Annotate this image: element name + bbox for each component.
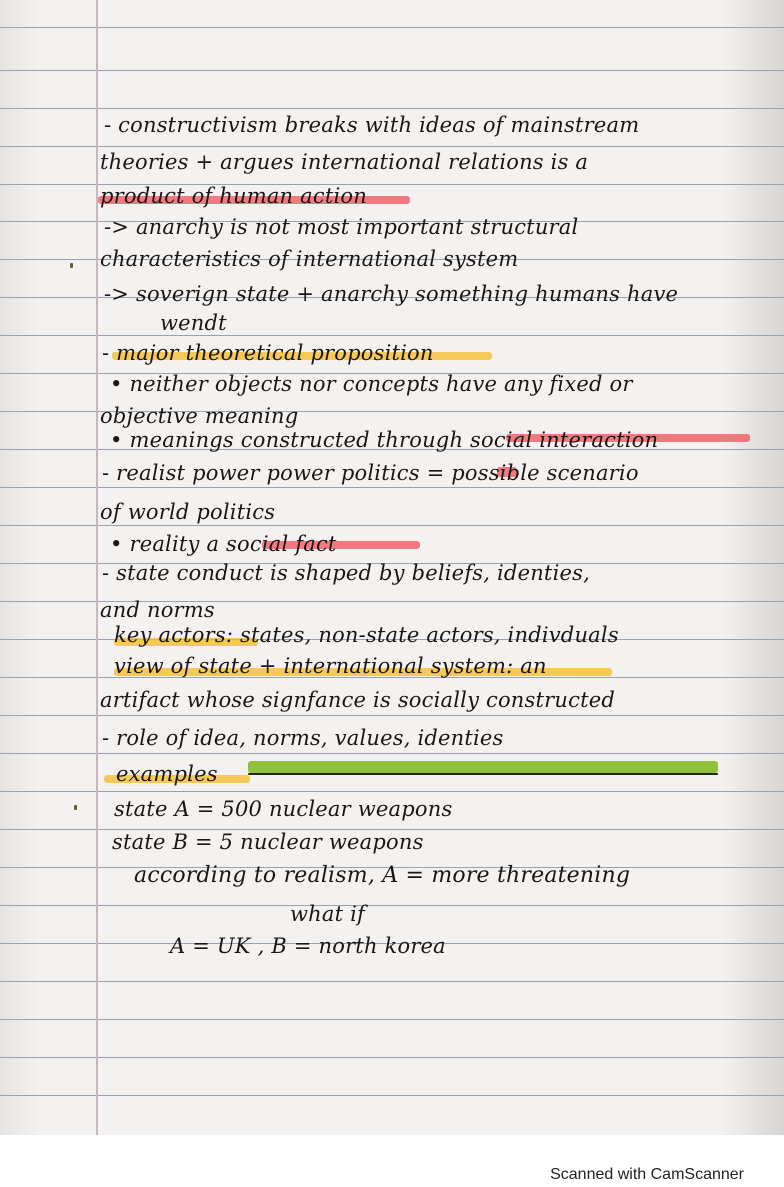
note-line: • reality a social fact bbox=[110, 532, 337, 556]
ruled-line bbox=[0, 146, 784, 147]
note-line: characteristics of international system bbox=[100, 247, 519, 271]
highlight-green bbox=[248, 761, 718, 773]
highlight-green-underline bbox=[248, 773, 718, 775]
note-line: and norms bbox=[100, 598, 215, 622]
note-line: according to realism, A = more threatening bbox=[134, 863, 631, 888]
ruled-line bbox=[0, 905, 784, 906]
note-line: artifact whose signfance is socially constructed bbox=[100, 688, 615, 712]
binder-dot bbox=[74, 805, 77, 810]
ruled-line bbox=[0, 335, 784, 336]
note-line: wendt bbox=[160, 311, 227, 335]
note-line: state A = 500 nuclear weapons bbox=[114, 797, 453, 821]
note-line: • meanings constructed through social interaction bbox=[110, 428, 659, 452]
note-line: - state conduct is shaped by beliefs, identies, bbox=[102, 561, 590, 585]
ruled-line bbox=[0, 108, 784, 109]
ruled-line bbox=[0, 27, 784, 28]
ruled-line bbox=[0, 753, 784, 754]
ruled-line bbox=[0, 981, 784, 982]
ruled-line bbox=[0, 70, 784, 71]
note-line: - constructivism breaks with ideas of mainstream bbox=[104, 113, 640, 137]
ruled-line bbox=[0, 1019, 784, 1020]
note-line: • neither objects nor concepts have any fixed or bbox=[110, 372, 633, 396]
ruled-line bbox=[0, 525, 784, 526]
note-line: state B = 5 nuclear weapons bbox=[112, 830, 424, 854]
scanner-watermark: Scanned with CamScanner bbox=[550, 1166, 744, 1183]
margin-line bbox=[96, 0, 98, 1135]
ruled-line bbox=[0, 487, 784, 488]
note-line: product of human action bbox=[100, 184, 367, 208]
note-line: view of state + international system: an bbox=[114, 654, 547, 678]
note-line: - major theoretical proposition bbox=[102, 341, 434, 365]
note-line: - role of idea, norms, values, identies bbox=[102, 726, 504, 750]
note-line: of world politics bbox=[100, 500, 276, 524]
note-line: - realist power power politics = possible scenario bbox=[102, 461, 639, 485]
note-line: A = UK , B = north korea bbox=[170, 934, 446, 958]
note-line: -> soverign state + anarchy something humans have bbox=[104, 282, 679, 306]
note-line: key actors: states, non-state actors, indivduals bbox=[114, 623, 619, 647]
binder-dot bbox=[70, 263, 73, 268]
note-line: examples bbox=[116, 762, 218, 786]
ruled-line bbox=[0, 1057, 784, 1058]
note-line: objective meaning bbox=[100, 404, 299, 428]
note-line: -> anarchy is not most important structural bbox=[104, 215, 579, 239]
note-line: what if bbox=[290, 902, 366, 926]
ruled-line bbox=[0, 1095, 784, 1096]
note-line: theories + argues international relations is a bbox=[100, 150, 589, 174]
ruled-line bbox=[0, 791, 784, 792]
ruled-line bbox=[0, 715, 784, 716]
